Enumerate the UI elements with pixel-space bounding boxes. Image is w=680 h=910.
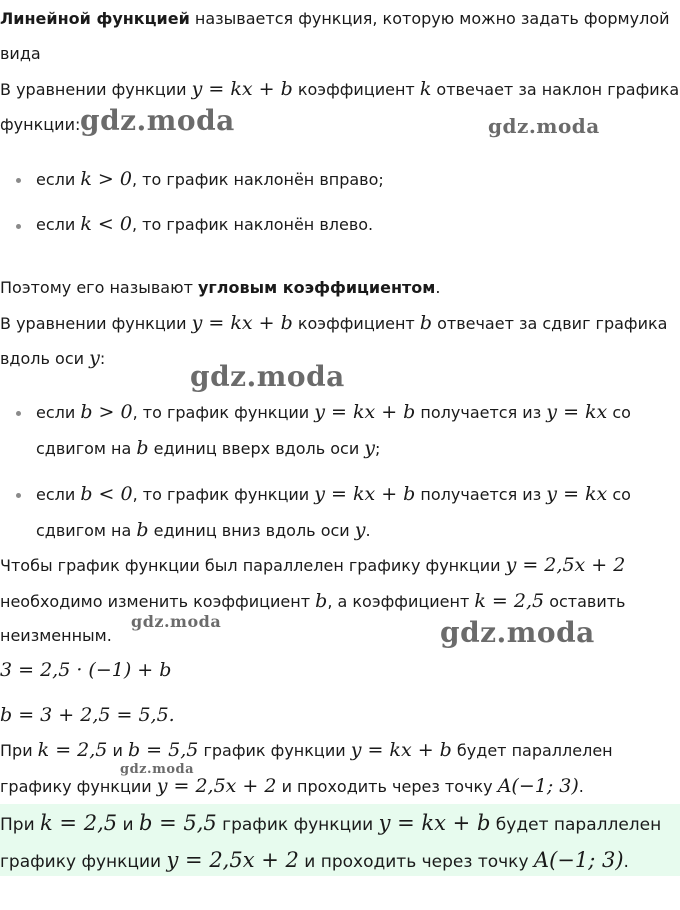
variable: b <box>136 437 149 459</box>
text-line <box>0 554 625 577</box>
text: график функции <box>198 741 351 760</box>
definition-line <box>0 8 670 30</box>
list-item <box>36 213 373 236</box>
list-item <box>36 401 631 424</box>
formula: y = kx + b <box>191 78 293 100</box>
variable: y <box>364 437 376 459</box>
text: Чтобы график функции был параллелен графику функции <box>0 556 506 575</box>
text: со <box>607 403 631 422</box>
text: графику функции <box>0 852 167 872</box>
text: будет параллелен <box>490 815 662 835</box>
text: оставить <box>544 592 626 611</box>
text-line <box>0 625 112 647</box>
equation-line <box>0 659 171 682</box>
bullet-icon <box>16 224 21 229</box>
text: , то график наклонён вправо; <box>131 170 384 189</box>
watermark: gdz.moda <box>440 616 595 649</box>
watermark: gdz.moda <box>488 114 600 138</box>
formula: A(−1; 3) <box>533 848 624 872</box>
text-line <box>0 277 440 299</box>
text: и проходить через точку <box>298 852 534 872</box>
term-slope: угловым коэффициентом <box>197 278 436 297</box>
text: коэффициент <box>292 80 420 99</box>
formula: y = kx + b <box>314 483 416 505</box>
text-line <box>0 43 41 65</box>
equation: b = 3 + 2,5 = 5,5. <box>0 704 175 726</box>
text: . <box>578 777 584 796</box>
bullet-icon <box>16 178 21 183</box>
formula: b = 5,5 <box>138 811 217 835</box>
text: отвечает за наклон графика <box>431 80 680 99</box>
text: будет параллелен <box>451 741 613 760</box>
formula: y = 2,5x + 2 <box>156 775 277 797</box>
answer-line <box>0 812 661 836</box>
text: функции: <box>0 115 81 134</box>
text-line <box>0 775 584 798</box>
variable: y <box>89 347 100 369</box>
text: называется функция, которую можно задать формулой <box>189 9 670 28</box>
equation: 3 = 2,5 · (−1) + b <box>0 659 172 681</box>
text: вида <box>0 44 41 63</box>
watermark: gdz.moda <box>80 104 235 137</box>
text: если <box>36 170 81 189</box>
variable: b <box>419 312 432 334</box>
watermark: gdz.moda <box>120 762 195 777</box>
answer-line <box>0 849 629 873</box>
bullet-icon <box>16 411 21 416</box>
text: . <box>623 852 629 872</box>
text: коэффициент <box>292 314 420 333</box>
text-line <box>0 739 613 762</box>
equation-line <box>0 704 175 727</box>
formula: y = kx + b <box>350 739 452 761</box>
list-item-continuation <box>36 437 380 460</box>
formula: k = 2,5 <box>474 590 545 612</box>
text: ; <box>375 439 381 458</box>
text-line <box>0 78 679 101</box>
text: необходимо изменить коэффициент <box>0 592 316 611</box>
text: При <box>0 741 38 760</box>
list-item <box>36 168 384 191</box>
text: : <box>99 349 106 368</box>
formula: y = 2,5x + 2 <box>505 554 626 576</box>
text: если <box>36 485 81 504</box>
text: , а коэффициент <box>327 592 475 611</box>
list-item-continuation <box>36 519 371 542</box>
formula: y = kx + b <box>314 401 416 423</box>
text: получается из <box>415 403 547 422</box>
term-linear-function: Линейной функцией <box>0 9 190 28</box>
text: , то график функции <box>132 485 315 504</box>
formula: A(−1; 3) <box>497 775 579 797</box>
bullet-icon <box>16 493 21 498</box>
formula: y = kx <box>546 401 608 423</box>
text-line <box>0 347 105 370</box>
formula: k = 2,5 <box>37 739 108 761</box>
text-line <box>0 590 625 613</box>
text: Поэтому его называют <box>0 278 198 297</box>
text: и проходить через точку <box>276 777 498 796</box>
text: В уравнении функции <box>0 314 192 333</box>
text: . <box>365 521 371 540</box>
text: и <box>107 741 128 760</box>
text: При <box>0 815 41 835</box>
text: . <box>435 278 441 297</box>
formula: k > 0 <box>80 168 132 190</box>
formula: y = kx <box>546 483 608 505</box>
variable: b <box>315 590 328 612</box>
formula: b = 5,5 <box>127 739 199 761</box>
text: график функции <box>216 815 379 835</box>
text: единиц вниз вдоль оси <box>148 521 355 540</box>
text: , то график наклонён влево. <box>131 215 374 234</box>
text: единиц вверх вдоль оси <box>148 439 365 458</box>
formula: y = kx + b <box>378 811 491 835</box>
text: отвечает за сдвиг графика <box>432 314 668 333</box>
text: если <box>36 215 81 234</box>
text: со <box>607 485 631 504</box>
text-line <box>0 114 80 136</box>
formula: k < 0 <box>80 213 132 235</box>
text: и <box>117 815 139 835</box>
text: графику функции <box>0 777 157 796</box>
text: неизменным. <box>0 626 112 645</box>
formula: y = kx + b <box>191 312 293 334</box>
watermark: gdz.moda <box>190 360 345 393</box>
text: если <box>36 403 81 422</box>
text: сдвигом на <box>36 439 137 458</box>
text: , то график функции <box>132 403 315 422</box>
formula: k = 2,5 <box>40 811 118 835</box>
variable: k <box>419 78 432 100</box>
formula: b > 0 <box>80 401 133 423</box>
variable: b <box>136 519 149 541</box>
variable: y <box>354 519 366 541</box>
text: сдвигом на <box>36 521 137 540</box>
list-item <box>36 483 631 506</box>
text: вдоль оси <box>0 349 90 368</box>
text: получается из <box>415 485 547 504</box>
text-line <box>0 312 667 335</box>
text: В уравнении функции <box>0 80 192 99</box>
formula: y = 2,5x + 2 <box>166 848 299 872</box>
formula: b < 0 <box>80 483 133 505</box>
watermark: gdz.moda <box>131 612 222 631</box>
